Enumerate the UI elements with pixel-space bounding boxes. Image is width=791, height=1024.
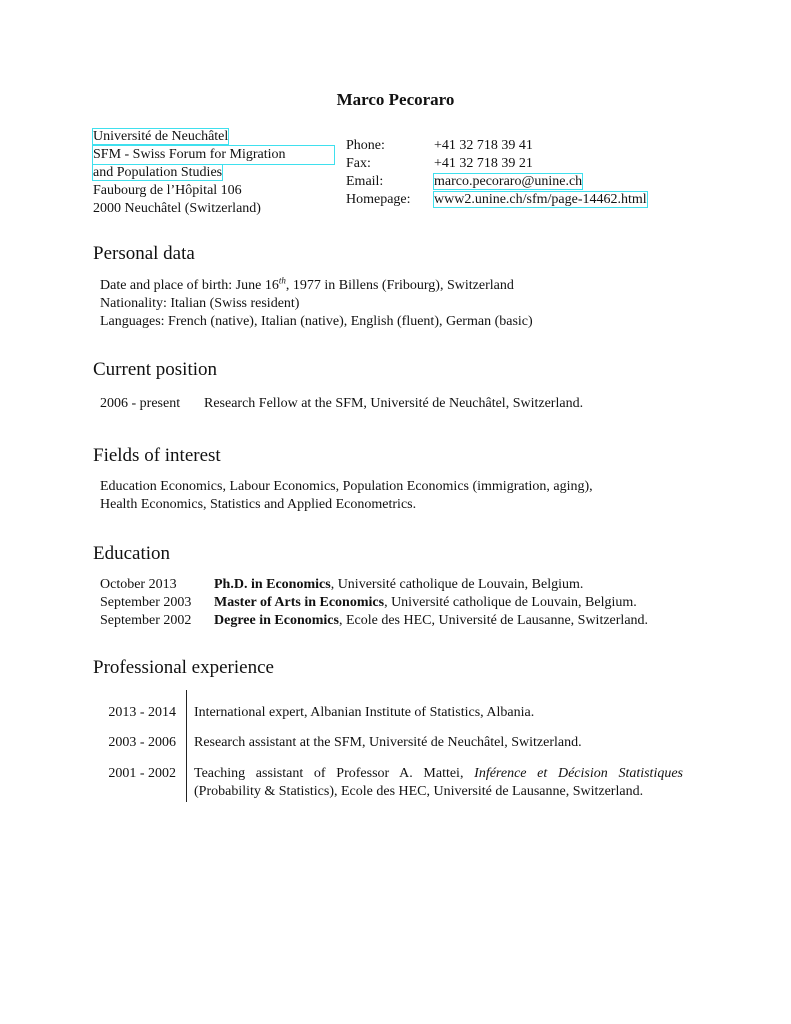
- person-name: Marco Pecoraro: [336, 90, 455, 109]
- phone-label: Phone:: [346, 138, 385, 153]
- current-period: 2006 - present: [100, 396, 181, 411]
- section-title-current: Current position: [93, 359, 218, 380]
- fields-block: [100, 478, 593, 514]
- education-item: [100, 594, 648, 612]
- university-link[interactable]: Université de Neuchâtel: [93, 129, 229, 144]
- experience-divider: [186, 690, 187, 802]
- education-list: [100, 576, 648, 630]
- section-title-personal: Personal data: [93, 243, 195, 264]
- birth-suffix: , 1977 in Billens (Fribourg), Switzerland: [285, 278, 514, 293]
- education-degree: Master of Arts in Economics: [214, 595, 385, 610]
- education-date: October 2013: [100, 577, 177, 592]
- section-title-education: Education: [93, 543, 171, 564]
- birth-prefix: Date and place of birth: June 16: [100, 278, 279, 293]
- section-title-experience: Professional experience: [93, 657, 274, 678]
- city-address: 2000 Neuchâtel (Switzerland): [93, 201, 261, 216]
- education-degree: Degree in Economics: [214, 613, 339, 628]
- homepage-link[interactable]: www2.unine.ch/sfm/page-14462.html: [434, 192, 647, 207]
- address-block: [93, 128, 334, 218]
- experience-period: 2003 - 2006: [108, 735, 176, 750]
- education-item: [100, 576, 648, 594]
- homepage-label: Homepage:: [346, 192, 411, 207]
- personal-data-block: [100, 277, 533, 331]
- birth-sup: th: [278, 275, 286, 286]
- fields-line-2: Health Economics, Statistics and Applied Econometrics.: [100, 497, 417, 512]
- section-title-fields: Fields of interest: [93, 445, 221, 466]
- experience-text-pre: Teaching assistant of Professor A. Mattei,: [194, 766, 475, 781]
- street-address: Faubourg de l’Hôpital 106: [93, 183, 242, 198]
- birth-line: [100, 277, 533, 295]
- experience-period: 2013 - 2014: [108, 705, 176, 720]
- experience-text: [194, 765, 683, 801]
- education-degree: Ph.D. in Economics: [214, 577, 331, 592]
- nationality-line: Nationality: Italian (Swiss resident): [100, 296, 300, 311]
- email-link[interactable]: marco.pecoraro@unine.ch: [434, 174, 583, 189]
- education-date: September 2002: [100, 613, 192, 628]
- forum-link-line1[interactable]: SFM - Swiss Forum for Migration: [93, 146, 334, 164]
- education-institution: , Ecole des HEC, Université de Lausanne, Switzerland.: [338, 613, 649, 628]
- fax-value: +41 32 718 39 21: [434, 156, 533, 171]
- education-institution: , Université catholique de Louvain, Belgium.: [330, 577, 584, 592]
- experience-text: International expert, Albanian Institute of Statistics, Albania.: [194, 705, 535, 720]
- contact-block: [346, 137, 647, 209]
- experience-text-post: (Probability & Statistics), Ecole des HEC, Université de Lausanne, Switzerland.: [194, 784, 644, 799]
- current-text: Research Fellow at the SFM, Université de Neuchâtel, Switzerland.: [204, 396, 584, 411]
- phone-value: +41 32 718 39 41: [434, 138, 533, 153]
- experience-period: 2001 - 2002: [108, 766, 176, 781]
- education-institution: , Université catholique de Louvain, Belgium.: [384, 595, 637, 610]
- forum-link-line2[interactable]: and Population Studies: [93, 165, 223, 180]
- course-title: Inférence et Décision Statistiques: [474, 766, 684, 781]
- current-position-row: [100, 395, 583, 413]
- fax-label: Fax:: [346, 156, 371, 171]
- email-label: Email:: [346, 174, 384, 189]
- languages-line: Languages: French (native), Italian (native), English (fluent), German (basic): [100, 314, 533, 329]
- fields-line-1: Education Economics, Labour Economics, Population Economics (immigration, aging),: [100, 479, 593, 494]
- experience-text: Research assistant at the SFM, Université de Neuchâtel, Switzerland.: [194, 735, 582, 750]
- education-date: September 2003: [100, 595, 192, 610]
- education-item: [100, 612, 648, 630]
